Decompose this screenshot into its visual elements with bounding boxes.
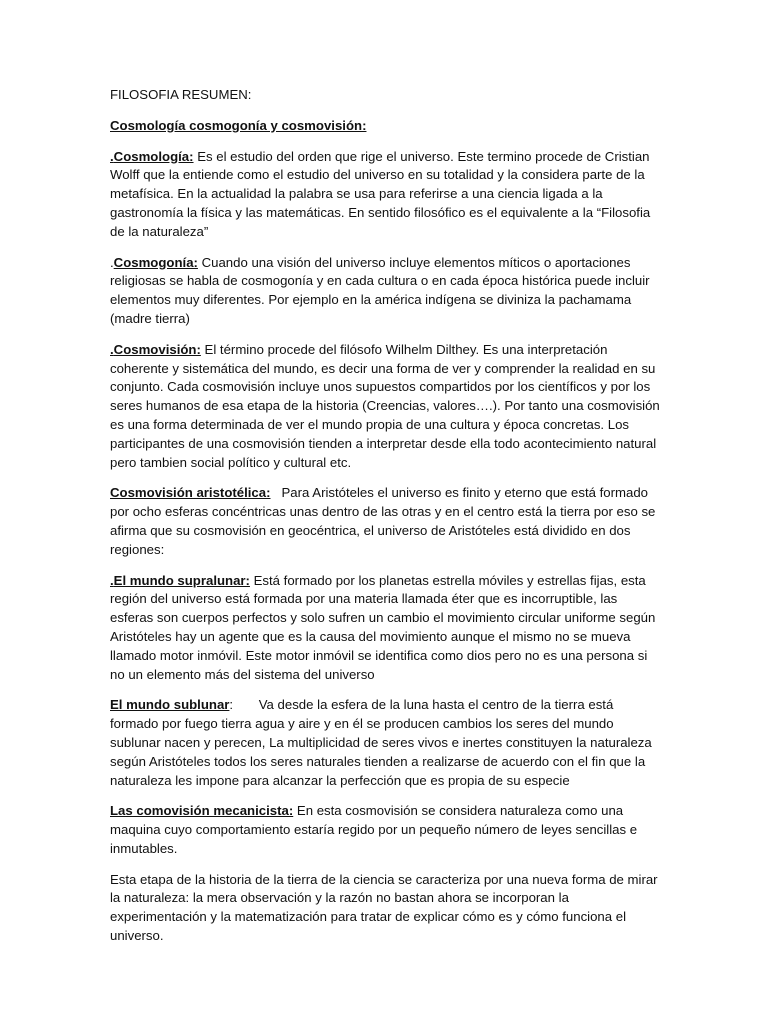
closing-paragraph: Esta etapa de la historia de la tierra de la ciencia se caracteriza por una nueva forma de mirar la naturaleza: la mera observación y la razón no bastan ahora se incorporan la experimentación y la matematización para tratar de explicar cómo es y cómo funciona el universo.	[110, 871, 658, 944]
term-separator: :	[229, 697, 259, 713]
section-cosmovision	[110, 341, 662, 473]
term-label: El mundo supralunar:	[113, 572, 250, 588]
section-term: Las comovisión mecanicista:	[110, 803, 294, 819]
term-prefix: .	[110, 572, 114, 588]
section-body: Cuando una visión del universo incluye elementos míticos o aportaciones religiosas se habla de cosmogonía y en cada cultura o en cada época histórica puede incluir elementos muy diferentes. Por ejemplo en la américa indígena se diviniza la pachamama (madre tierra)	[110, 254, 650, 326]
section-body: En esta cosmovisión se considera naturaleza como una maquina cuyo comportamiento estaría regido por un pequeño número de leyes sencillas e inmutables.	[110, 803, 638, 856]
document-page	[110, 86, 662, 958]
section-term	[110, 149, 194, 164]
document-subtitle	[110, 117, 662, 136]
section-term	[110, 342, 201, 357]
subtitle-text: Cosmología cosmogonía y cosmovisión:	[110, 117, 367, 133]
term-label: Cosmovisión:	[113, 341, 201, 357]
term-label: Cosmología:	[113, 148, 194, 164]
term-separator	[271, 485, 282, 500]
section-body: Está formado por los planetas estrella móviles y estrellas fijas, esta región del universo está formada por una materia llamada éter que es incorruptible, las esferas son cuerpos perfectos y solo sufren un cambio el movimiento circular uniforme según Aristóteles hay un agente que es la causa del movimiento aunque el mismo no se mueva llamado motor inmóvil. Este motor inmóvil se identifica como dios pero no es una persona si no un elemento más del sistema del universo	[110, 572, 656, 682]
section-term	[110, 573, 250, 588]
section-term: El mundo sublunar	[110, 697, 230, 713]
term-prefix: .	[110, 254, 114, 270]
section-cosmovision-mecanicista	[110, 802, 662, 858]
section-term: Cosmovisión aristotélica:	[110, 485, 271, 501]
section-cosmovision-aristotelica	[110, 484, 662, 559]
term-prefix: .	[110, 341, 114, 357]
section-body: Es el estudio del orden que rige el universo. Este termino procede de Cristian Wolff que la entiende como el estudio del universo en su totalidad y la considera parte de la metafísica. En la actualidad la palabra se usa para referirse a una ciencia ligada a la gastronomía la física y las matemáticas. En sentido filosófico es el equivalente a la “Filosofia de la naturaleza”	[110, 148, 651, 239]
section-cosmologia	[110, 148, 662, 242]
section-cosmogonia	[110, 254, 662, 329]
section-term: Cosmogonía:	[113, 254, 198, 270]
section-body: Para Aristóteles el universo es finito y eterno que está formado por ocho esferas concéntricas unas dentro de las otras y en el centro está la tierra por eso se afirma que su cosmovisión en geocéntrica, el universo de Aristóteles está dividido en dos regiones:	[110, 485, 656, 557]
section-mundo-supralunar	[110, 572, 662, 685]
term-prefix: .	[110, 148, 114, 164]
section-mundo-sublunar	[110, 696, 662, 790]
document-title: FILOSOFIA RESUMEN:	[110, 87, 252, 102]
section-body: Va desde la esfera de la luna hasta el centro de la tierra está formado por fuego tierra agua y aire y en él se producen cambios los seres del mundo sublunar nacen y perecen, La multiplicidad de seres vivos e inertes constituyen la naturaleza según Aristóteles todos los seres naturales tienden a realizarse de acuerdo con el fin que la naturaleza les impone para alcanzar la perfección que es propia de su especie	[110, 697, 652, 788]
section-body: El término procede del filósofo Wilhelm Dilthey. Es una interpretación coherente y sistemática del mundo, es decir una forma de ver y comprender la realidad en su conjunto. Cada cosmovisión incluye unos supuestos compartidos por los científicos y por los seres humanos de esa etapa de la historia (Creencias, valores….). Por tanto una cosmovisión es una forma determinada de ver el mundo propia de una cultura y época concretas. Los participantes de una cosmovisión tienden a interpretar desde ella todo acontecimiento natural pero tambien social político y cultural etc.	[110, 341, 660, 470]
